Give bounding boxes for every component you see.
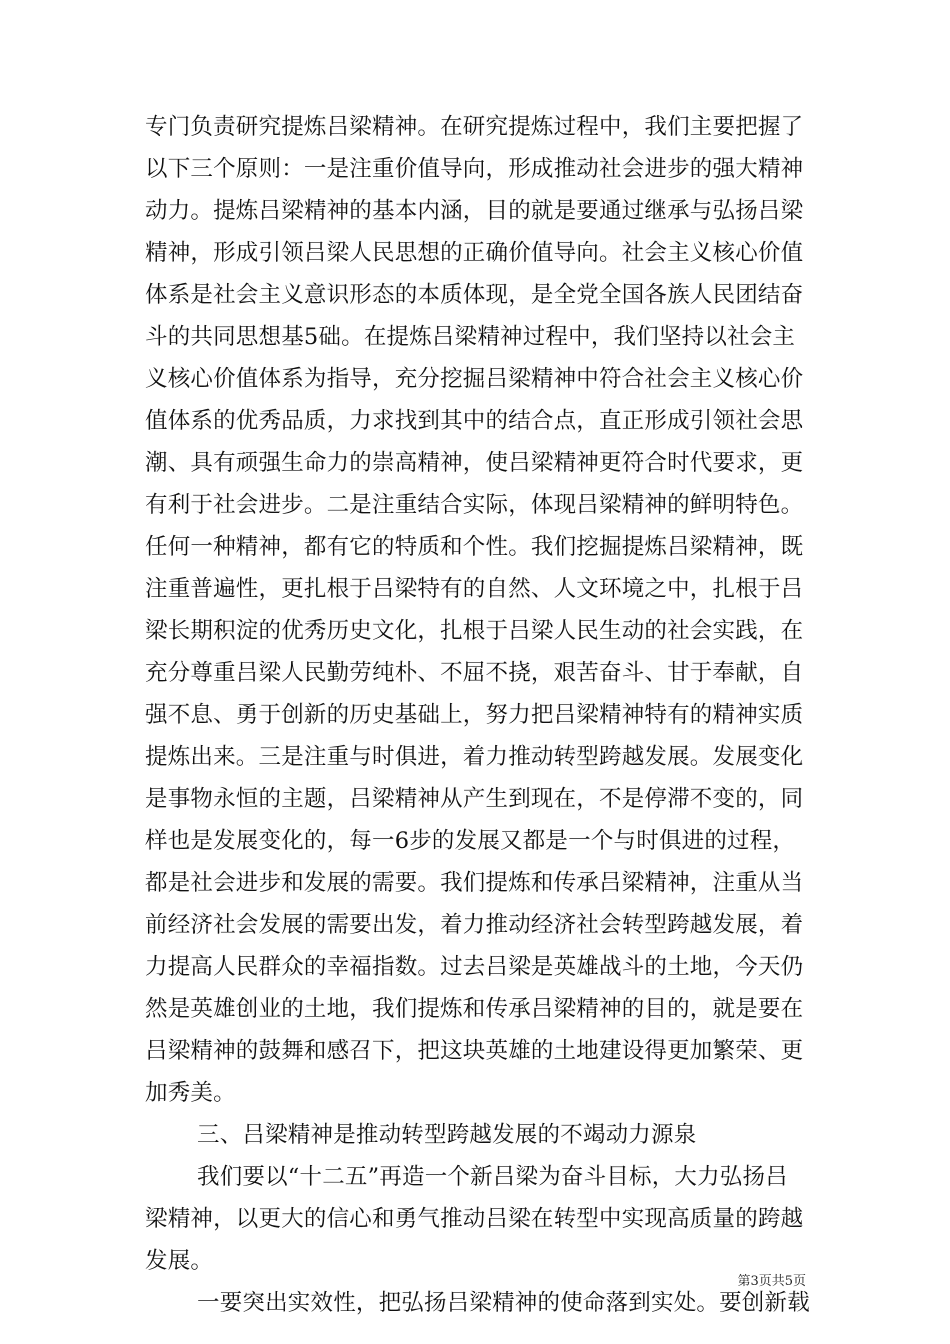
text-line: 力提高人民群众的幸福指数。过去吕梁是英雄战斗的土地，今天仍 [145, 954, 804, 980]
paragraph-intro [145, 1156, 809, 1282]
text-line: 一要突出实效性，把弘扬吕梁精神的使命落到实处。要创新载 [197, 1290, 810, 1316]
text-line: 专门负责研究提炼吕梁精神。在研究提炼过程中，我们主要把握了 [145, 114, 804, 140]
text-line: 斗的共同思想基5础。在提炼吕梁精神过程中，我们坚持以社会主 [145, 324, 796, 350]
text-line: 提炼出来。三是注重与时俱进，着力推动转型跨越发展。发展变化 [145, 744, 804, 770]
text-line: 我们要以“十二五”再造一个新吕梁为奋斗目标，大力弘扬吕 [197, 1164, 788, 1190]
text-line: 充分尊重吕梁人民勤劳纯朴、不屈不挠，艰苦奋斗、甘于奉献，自 [145, 660, 804, 686]
paragraph-point-one [145, 1282, 809, 1324]
text-line: 潮、具有顽强生命力的崇高精神，使吕梁精神更符合时代要求，更 [145, 450, 804, 476]
text-line: 是事物永恒的主题，吕梁精神从产生到现在，不是停滞不变的，同 [145, 786, 804, 812]
document-body [145, 106, 809, 1324]
page-number: 第3页共5页 [737, 1274, 806, 1289]
text-line: 吕梁精神的鼓舞和感召下，把这块英雄的土地建设得更加繁荣、更 [145, 1038, 804, 1064]
text-line: 梁长期积淀的优秀历史文化，扎根于吕梁人民生动的社会实践，在 [145, 618, 804, 644]
text-line: 有利于社会进步。二是注重结合实际，体现吕梁精神的鲜明特色。 [145, 492, 804, 518]
text-line: 任何一种精神，都有它的特质和个性。我们挖掘提炼吕梁精神，既 [145, 534, 804, 560]
text-line: 都是社会进步和发展的需要。我们提炼和传承吕梁精神，注重从当 [145, 870, 804, 896]
text-line: 前经济社会发展的需要出发，着力推动经济社会转型跨越发展，着 [145, 912, 804, 938]
text-line: 样也是发展变化的，每一6步的发展又都是一个与时俱进的过程， [145, 828, 796, 854]
text-line: 体系是社会主义意识形态的本质体现，是全党全国各族人民团结奋 [145, 282, 804, 308]
text-line: 以下三个原则：一是注重价值导向，形成推动社会进步的强大精神 [145, 156, 804, 182]
text-line: 精神，形成引领吕梁人民思想的正确价值导向。社会主义核心价值 [145, 240, 804, 266]
paragraph-continued [145, 106, 809, 1114]
text-line: 注重普遍性，更扎根于吕梁特有的自然、人文环境之中，扎根于吕 [145, 576, 804, 602]
text-line: 值体系的优秀品质，力求找到其中的结合点，直正形成引领社会思 [145, 408, 804, 434]
text-line: 动力。提炼吕梁精神的基本内涵，目的就是要通过继承与弘扬吕梁 [145, 198, 804, 224]
text-line: 强不息、勇于创新的历史基础上，努力把吕梁精神特有的精神实质 [145, 702, 804, 728]
text-line: 发展。 [145, 1248, 214, 1274]
section-heading: 三、吕梁精神是推动转型跨越发展的不竭动力源泉 [197, 1122, 697, 1148]
text-line: 义核心价值体系为指导，充分挖掘吕梁精神中符合社会主义核心价 [145, 366, 804, 392]
text-line: 然是英雄创业的土地，我们提炼和传承吕梁精神的目的，就是要在 [145, 996, 804, 1022]
text-line: 加秀美。 [145, 1080, 236, 1106]
text-line: 梁精神，以更大的信心和勇气推动吕梁在转型中实现高质量的跨越 [145, 1206, 804, 1232]
